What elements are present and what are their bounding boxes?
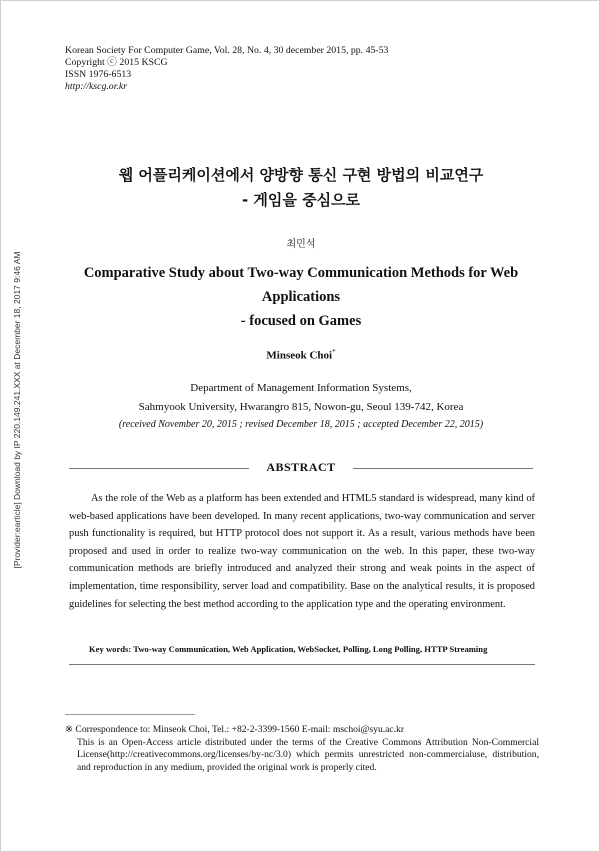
journal-info <box>65 45 388 93</box>
abstract-heading: ABSTRACT <box>266 460 336 474</box>
download-watermark: [Provider:earticle] Download by IP 220.149.241.XXX at December 18, 2017 9:46 AM <box>12 251 22 569</box>
journal-citation: Korean Society For Computer Game, Vol. 28, No. 4, 30 december 2015, pp. 45-53 <box>65 45 389 56</box>
english-title-line2: Applications <box>261 289 341 305</box>
correspondence: ※ Correspondence to: Minseok Choi, Tel.: +82-2-3399-1560 E-mail: mschoi@syu.ac.kr <box>65 724 405 735</box>
affiliation-line1: Department of Management Information Systems, <box>190 382 412 394</box>
abstract-rule-right <box>353 468 533 469</box>
footnote-rule <box>65 714 195 715</box>
author-mark: * <box>332 348 336 356</box>
affiliation-line2: Sahmyook University, Hwarangro 815, Nowon-gu, Seoul 139-742, Korea <box>138 401 464 413</box>
english-author <box>1 348 600 362</box>
keywords-rule <box>69 664 535 665</box>
korean-title-line1: 웹 어플리케이션에서 양방향 통신 구현 방법의 비교연구 <box>118 166 484 184</box>
korean-title-line2: - 게임을 중심으로 <box>241 191 361 209</box>
journal-issn: ISSN 1976-6513 <box>65 69 132 80</box>
journal-copyright: Copyright ⓒ 2015 KSCG <box>65 57 168 68</box>
abstract-text: As the role of the Web as a platform has been extended and HTML5 standard is widespread, many kind of web-based applications have been developed. In many recent applications, two-way communication and server push functionality is required, but HTTP protocol does not support it. As a result, various methods have been proposed and used in order to realize two-way communication on the web. In this paper, these two-way communication methods are briefly introduced and analyzed their strong and weak points in the aspect of implementation, time responsibility, server load and compatibility. Base on the analytical results, it is proposed guidelines for selecting the best method according to the application type and the operating environment. <box>69 493 535 610</box>
author-name: Minseok Choi <box>266 349 333 362</box>
received-dates: (received November 20, 2015 ; revised December 18, 2015 ; accepted December 22, 2015) <box>118 419 484 430</box>
license-text: This is an Open-Access article distributed under the terms of the Creative Commons Attribution Non-Commercial License(http://creativecommons.org/licenses/by-nc/3.0) which permits unrestricted non-commercialuse, distribution, and reproduction in any medium, provided the original work is properly cited. <box>77 736 539 773</box>
english-title-line3: - focused on Games <box>240 313 362 329</box>
footnote <box>65 724 539 774</box>
keywords: Key words: Two-way Communication, Web Application, WebSocket, Polling, Long Polling, HTTP Streaming <box>89 644 488 654</box>
korean-author: 최민석 <box>286 239 316 250</box>
english-title-line1: Comparative Study about Two-way Communication Methods for Web <box>83 265 519 281</box>
journal-url: http://kscg.or.kr <box>65 81 128 92</box>
